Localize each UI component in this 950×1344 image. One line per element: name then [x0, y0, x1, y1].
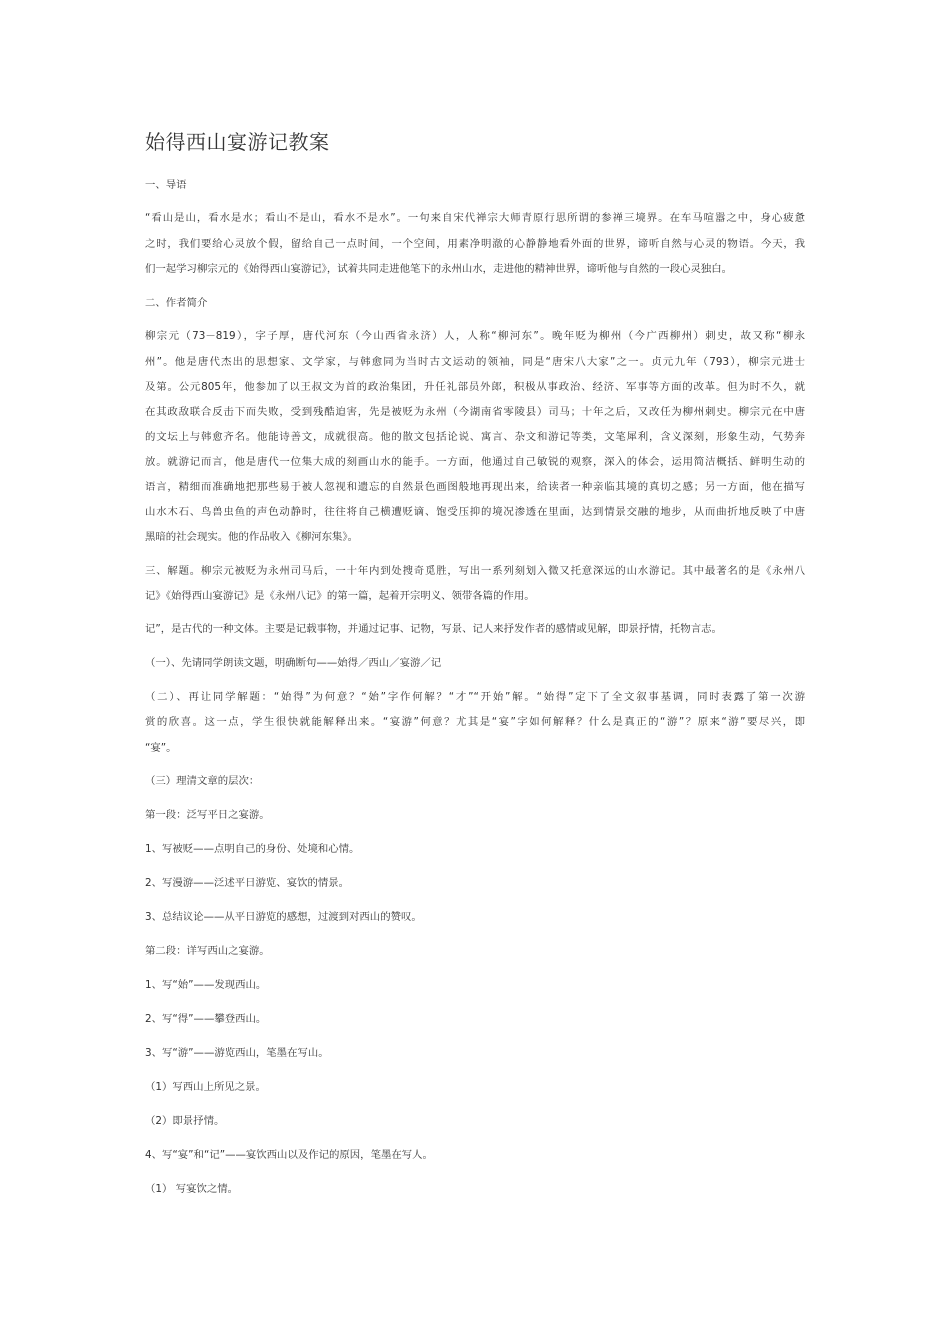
paragraph-line: 赏的欣喜。这一点，学生很快就能解释出来。“宴游”何意？尤其是“宴”字如何解释？什么是真正的“游”？原来“游”要尽兴，即 — [145, 716, 805, 728]
list-item: 3、总结议论——从平日游览的感想，过渡到对西山的赞叹。 — [145, 911, 422, 923]
paragraph-line: 记”，是古代的一种文体。主要是记载事物，并通过记事、记物，写景、记人来抒发作者的感情或见解，即景抒情，托物言志。 — [145, 623, 722, 635]
list-item: （1）写西山上所见之景。 — [145, 1081, 266, 1093]
paragraph-line: 黑暗的社会现实。他的作品收入《柳河东集》。 — [145, 531, 359, 543]
list-item: （1） 写宴饮之情。 — [145, 1183, 239, 1195]
paragraph-line: 州”。他是唐代杰出的思想家、文学家，与韩愈同为当时古文运动的领袖，同是“唐宋八大家”之一。贞元九年（793），柳宗元进士 — [145, 356, 805, 368]
paragraph-line: 柳宗元（73－819），字子厚，唐代河东（今山西省永济）人，人称“柳河东”。晚年贬为柳州（今广西柳州）刺史，故又称“柳永 — [145, 330, 805, 342]
paragraph-line: “看山是山，看水是水；看山不是山，看水不是水”。一句来自宋代禅宗大师青原行思所谓的参禅三境界。在车马喧嚣之中，身心疲惫 — [145, 212, 805, 224]
section-heading-author: 二、作者简介 — [145, 297, 208, 309]
list-item: （2）即景抒情。 — [145, 1115, 225, 1127]
paragraph-line: “宴”。 — [145, 742, 177, 754]
paragraph-line: 第二段：详写西山之宴游。 — [145, 945, 270, 957]
list-item: 1、写被贬——点明自己的身份、处境和心情。 — [145, 843, 360, 855]
section-heading-intro: 一、导语 — [145, 179, 187, 191]
list-item: 3、写“游”——游览西山，笔墨在写山。 — [145, 1047, 329, 1059]
document-title: 始得西山宴游记教案 — [145, 130, 330, 154]
list-item: 2、写“得”——攀登西山。 — [145, 1013, 267, 1025]
list-item: 1、写“始”——发现西山。 — [145, 979, 267, 991]
paragraph-line: 在其政敌联合反击下而失败，受到残酷迫害，先是被贬为永州（今湖南省零陵县）司马；十年之后，又改任为柳州刺史。柳宗元在中唐 — [145, 406, 805, 418]
paragraph-line: 第一段：泛写平日之宴游。 — [145, 809, 270, 821]
paragraph-line: 语言，精细而准确地把那些易于被人忽视和遗忘的自然景色画图般地再现出来，给读者一种亲临其境的真切之感；另一方面，他在描写 — [145, 481, 805, 493]
paragraph-line: 放。就游记而言，他是唐代一位集大成的刻画山水的能手。一方面，他通过自己敏锐的观察，深入的体会，运用简洁概括、鲜明生动的 — [145, 456, 805, 468]
paragraph-line: 及第。公元805年，他参加了以王叔文为首的政治集团，升任礼部员外郎，积极从事政治、经济、军事等方面的改革。但为时不久，就 — [145, 381, 805, 393]
paragraph-line: 之时，我们要给心灵放个假，留给自己一点时间，一个空间，用素净明澈的心静静地看外面的世界，谛听自然与心灵的物语。今天，我 — [145, 238, 805, 250]
paragraph-line: （一）、先请同学朗读文题，明确断句——始得／西山／宴游／记 — [145, 657, 442, 669]
paragraph-line: 三、解题。柳宗元被贬为永州司马后，一十年内到处搜奇觅胜，写出一系列刻划入微又托意深远的山水游记。其中最著名的是《永州八 — [145, 565, 805, 577]
list-item: 2、写漫游——泛述平日游览、宴饮的情景。 — [145, 877, 350, 889]
paragraph-line: 山水木石、鸟兽虫鱼的声色动静时，往往将自己横遭贬谪、饱受压抑的境况渗透在里面，达到情景交融的地步，从而曲折地反映了中唐 — [145, 506, 805, 518]
paragraph-line: 的文坛上与韩愈齐名。他能诗善文，成就很高。他的散文包括论说、寓言、杂文和游记等类，文笔犀利，含义深刻，形象生动，气势奔 — [145, 431, 805, 443]
paragraph-line: （三）理清文章的层次： — [145, 775, 260, 787]
list-item: 4、写“宴”和“记”——宴饮西山以及作记的原因，笔墨在写人。 — [145, 1149, 433, 1161]
paragraph-line: 们一起学习柳宗元的《始得西山宴游记》，试着共同走进他笔下的永州山水，走进他的精神世界，谛听他与自然的一段心灵独白。 — [145, 263, 733, 275]
paragraph-line: （二）、再让同学解题：“始得”为何意？“始”字作何解？“才”“开始”解。“始得”定下了全文叙事基调，同时表露了第一次游 — [145, 691, 805, 703]
paragraph-line: 记》《始得西山宴游记》是《永州八记》的第一篇，起着开宗明义、领带各篇的作用。 — [145, 590, 535, 602]
